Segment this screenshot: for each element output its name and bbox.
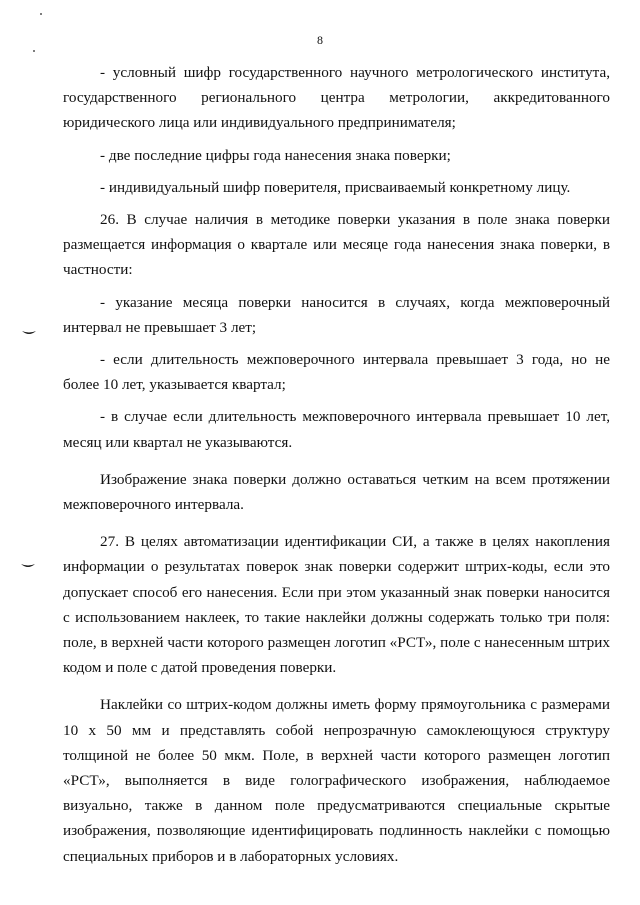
document-body: [63, 60, 610, 869]
list-item-year-digits: - две последние цифры года нанесения знака поверки;: [100, 146, 451, 164]
list-item-quarter: - если длительность межповерочного интервала превышает 3 года, но не более 10 лет, указывается квартал;: [63, 351, 610, 394]
page-number: 8: [317, 33, 323, 47]
scan-speck: [33, 50, 35, 52]
paragraph-clause-26: 26. В случае наличия в методике поверки указания в поле знака поверки размещается информация о квартале или месяце года нанесения знака поверки, в частности:: [63, 211, 610, 279]
list-item-over-10-years: - в случае если длительность межповерочного интервала превышает 10 лет, месяц или квартал не указываются.: [63, 408, 610, 451]
list-item-verifier-code: - индивидуальный шифр поверителя, присваиваемый конкретному лицу.: [100, 178, 571, 196]
scan-speck: [40, 13, 42, 15]
punch-hole-mark-icon: [22, 330, 36, 336]
punch-hole-mark-icon: [21, 563, 35, 569]
list-item-month: - указание месяца поверки наносится в случаях, когда межповерочный интервал не превышает 3 лет;: [63, 293, 610, 336]
paragraph-clause-27: 27. В целях автоматизации идентификации СИ, а также в целях накопления информации о результатах поверок знак поверки содержит штрих-коды, если это допускает способ его нанесения. Если при этом указанный знак поверки наносится с использованием наклеек, то такие наклейки должны содержать только три поля: поле, в верхней части которого размещен логотип «РСТ», поле с нанесенным штрих кодом и поле с датой проведения поверки.: [63, 533, 610, 677]
paragraph-barcode-stickers: Наклейки со штрих-кодом должны иметь форму прямоугольника с размерами 10 х 50 мм и представлять собой непрозрачную самоклеющуюся структуру толщиной не более 50 мкм. Поле, в верхней части которого размещен логотип «РСТ», выполняется в виде голографического изображения, наблюдаемое визуально, также в данном поле предусматриваются специальные скрытые изображения, позволяющие идентифицировать подлинность наклейки с помощью специальных приборов и в лабораторных условиях.: [63, 696, 610, 865]
paragraph-image-clarity: Изображение знака поверки должно оставаться четким на всем протяжении межповерочного интервала.: [63, 470, 610, 514]
list-item-institute-code: - условный шифр государственного научного метрологического института, государственного регионального центра метрологии, аккредитованного юридического лица или индивидуального предпринимателя;: [63, 64, 610, 132]
